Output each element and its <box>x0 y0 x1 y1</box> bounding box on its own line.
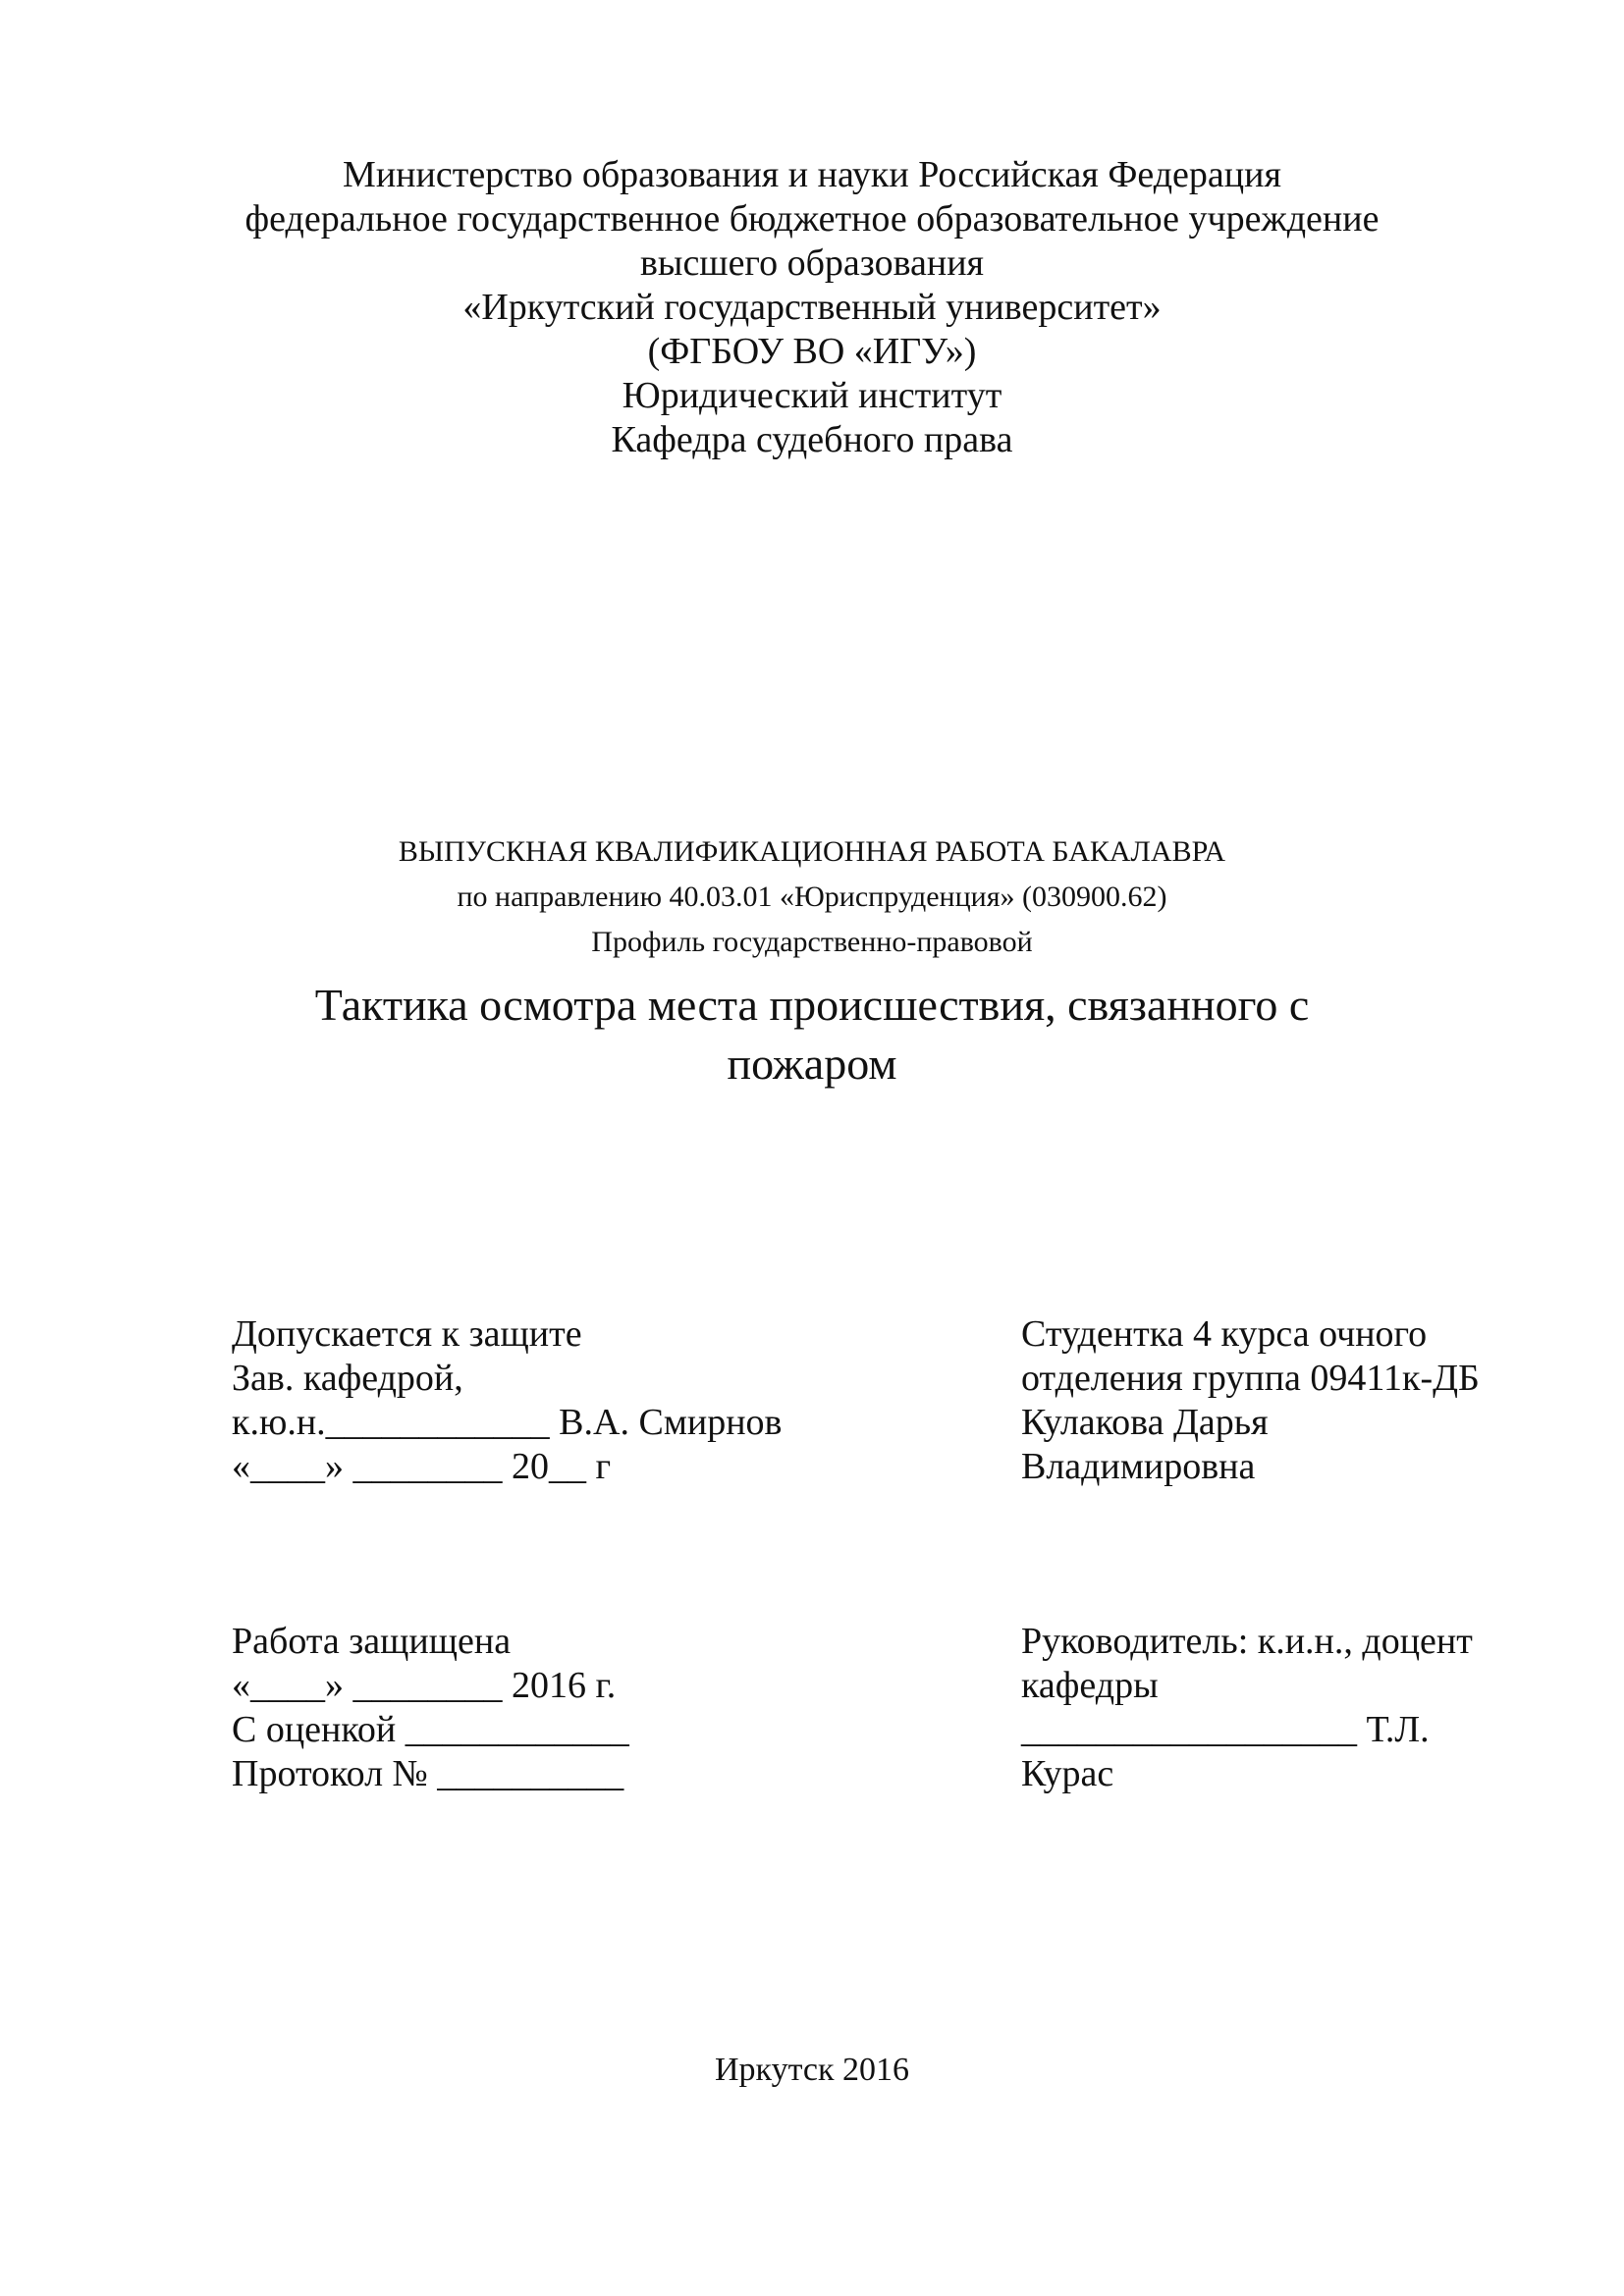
defense-block <box>232 1620 629 1796</box>
supervisor-line-3: __________________ Т.Л. <box>1021 1709 1430 1750</box>
student-block <box>1021 1312 1480 1489</box>
supervisor-line-1: Руководитель: к.и.н., доцент <box>1021 1621 1473 1662</box>
direction-line: по направлению 40.03.01 «Юриспруденция» (030900.62) <box>457 881 1167 913</box>
institute-line: Юридический институт <box>622 375 1002 416</box>
defense-line-2: «____» ________ 2016 г. <box>232 1665 617 1706</box>
department-line: Кафедра судебного права <box>611 419 1013 460</box>
admission-block <box>232 1312 782 1489</box>
city-year: Иркутск 2016 <box>715 2052 909 2088</box>
work-type-line: ВЫПУСКНАЯ КВАЛИФИКАЦИОННАЯ РАБОТА БАКАЛАВРА <box>398 835 1226 868</box>
organization-header <box>0 153 1624 462</box>
student-line-1: Студентка 4 курса очного <box>1021 1313 1428 1355</box>
institution-type-line: федеральное государственное бюджетное образовательное учреждение <box>244 198 1380 240</box>
ministry-line: Министерство образования и науки Российская Федерация <box>343 154 1281 195</box>
work-type-block <box>0 829 1624 965</box>
student-line-4: Владимировна <box>1021 1446 1256 1487</box>
supervisor-block <box>1021 1620 1473 1796</box>
student-line-2: отделения группа 09411к-ДБ <box>1021 1358 1480 1399</box>
defense-line-4: Протокол № __________ <box>232 1753 624 1794</box>
admission-line-3: к.ю.н.____________ В.А. Смирнов <box>232 1402 783 1443</box>
admission-line-2: Зав. кафедрой, <box>232 1358 463 1399</box>
thesis-title <box>0 976 1624 1094</box>
profile-line: Профиль государственно-правовой <box>591 926 1033 958</box>
thesis-title-line-2: пожаром <box>727 1039 897 1089</box>
admission-line-4: «____» ________ 20__ г <box>232 1446 612 1487</box>
supervisor-line-2: кафедры <box>1021 1665 1159 1706</box>
defense-line-1: Работа защищена <box>232 1621 512 1662</box>
student-line-3: Кулакова Дарья <box>1021 1402 1269 1443</box>
supervisor-line-4: Курас <box>1021 1753 1114 1794</box>
university-abbrev-line: (ФГБОУ ВО «ИГУ») <box>647 331 977 372</box>
defense-line-3: С оценкой ____________ <box>232 1709 629 1750</box>
education-level-line: высшего образования <box>639 242 985 284</box>
university-name-line: «Иркутский государственный университет» <box>462 287 1162 328</box>
thesis-title-line-1: Тактика осмотра места происшествия, связанного с <box>314 980 1310 1030</box>
admission-line-1: Допускается к защите <box>232 1313 582 1355</box>
